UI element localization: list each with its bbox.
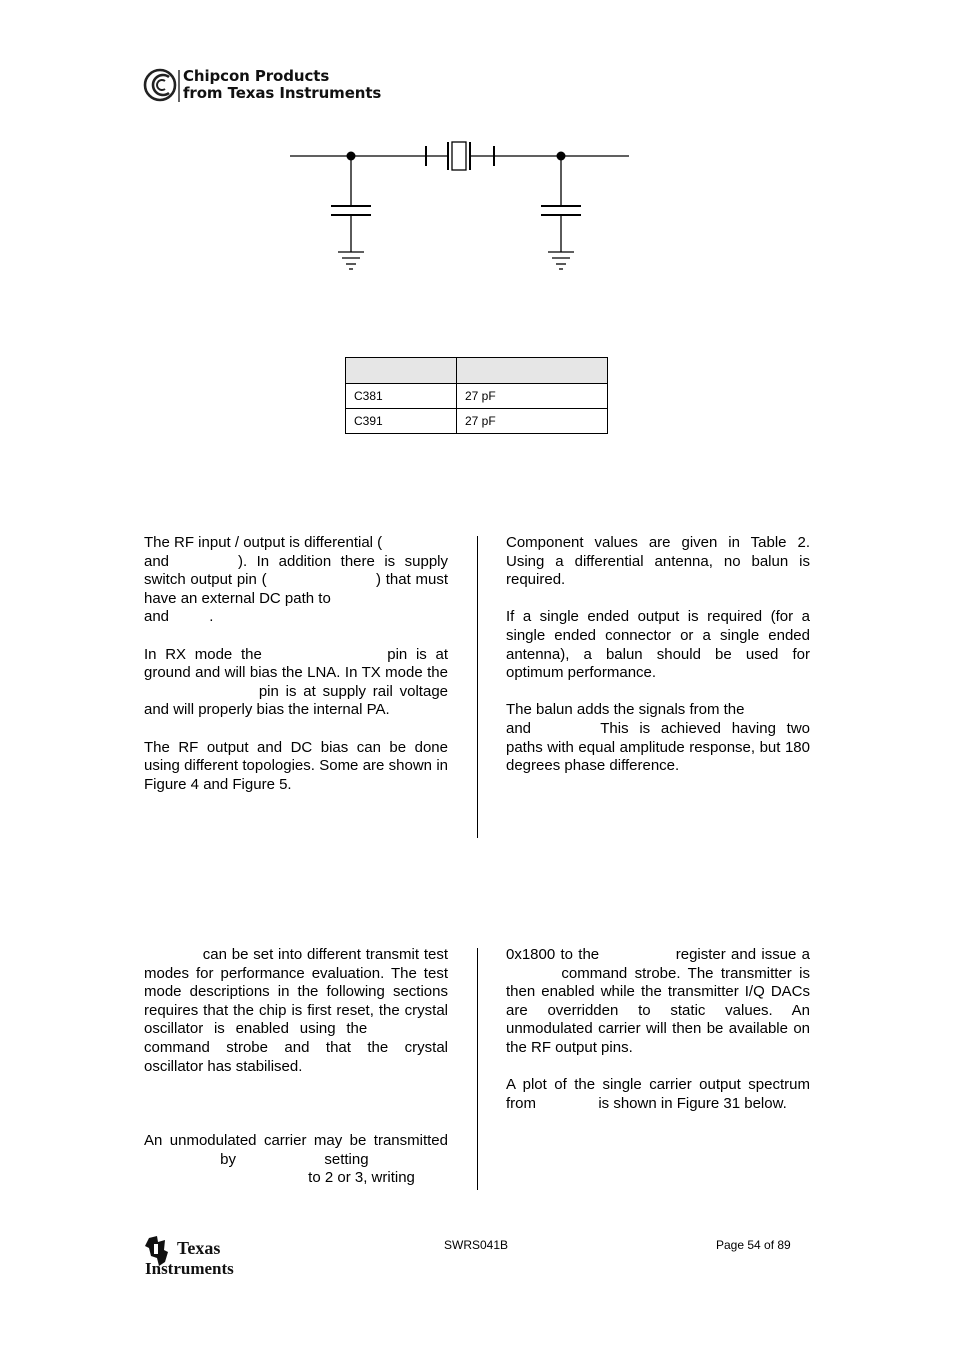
text-run: The RF input / output is differential ( (144, 534, 383, 551)
paragraph: If a single ended output is required (for a single ended connector or a single ended antenna), a balun should be used for optimum performance. (506, 608, 810, 682)
paragraph (506, 946, 810, 1058)
paragraph: Component values are given in Table 2. Using a differential antenna, no balun is required. (506, 534, 810, 589)
text-run: command strobe. The transmitter is then enabled while the transmitter I/Q DACs are overridden to static values. An unmodulated carrier will then be available on the RF output pins. (506, 964, 810, 1056)
text-run: and (506, 719, 532, 737)
text-run: is shown in Figure 31 below. (598, 1094, 787, 1112)
paragraph (144, 534, 448, 627)
text-run: pin is at ground and will bias the LNA. In TX mode the (144, 645, 448, 682)
texas-instruments-logo (143, 1232, 273, 1278)
brand-line-1: Chipcon Products (183, 67, 330, 85)
page-number: Page 54 of 89 (716, 1238, 791, 1252)
text-run: and (144, 552, 170, 570)
component-values-table (345, 357, 608, 434)
text-run: A plot of the single carrier output spectrum from (506, 1076, 810, 1112)
text-run: register and issue a (675, 946, 811, 963)
brand-text (183, 68, 381, 102)
paragraph (144, 1132, 448, 1188)
text-run: ). In addition there is supply switch output pin ( (144, 552, 448, 589)
column-divider (477, 948, 478, 1190)
table-header-cell (457, 358, 608, 384)
table-header-row (346, 358, 608, 384)
text-run: by (220, 1150, 237, 1168)
text-run: can be set into different transmit test modes for performance evaluation. The test mode descriptions in the following sections requires that the chip is first reset, the crystal oscillator is enabled using the (144, 946, 448, 1038)
text-run: setting (324, 1150, 369, 1168)
ti-logo-line-1: Texas (177, 1238, 221, 1258)
crystal-circuit-diagram (280, 130, 640, 280)
text-run: . (209, 608, 214, 626)
text-run: to 2 or 3, writing (308, 1169, 415, 1187)
paragraph (506, 701, 810, 775)
table-cell: 27 pF (457, 384, 608, 409)
table-header-cell (346, 358, 457, 384)
text-run: In RX mode the (144, 645, 262, 663)
table-row (346, 409, 608, 434)
section1-right-column (506, 534, 810, 794)
paragraph (506, 1076, 810, 1113)
text-run: ) that must have an external DC path to (144, 571, 448, 607)
text-run: An unmodulated carrier may be transmitted (144, 1132, 448, 1150)
paragraph (144, 946, 448, 1076)
section2-left-column (144, 946, 448, 1207)
text-run: The balun adds the signals from the (506, 701, 745, 719)
paragraph: The RF output and DC bias can be done using different topologies. Some are shown in Figure 4 and Figure 5. (144, 738, 448, 793)
text-run: and (144, 608, 170, 626)
table-cell: 27 pF (457, 409, 608, 434)
brand-line-2: from Texas Instruments (183, 84, 382, 102)
table-row (346, 384, 608, 409)
paragraph (144, 646, 448, 720)
column-divider (477, 536, 478, 838)
section1-left-column (144, 534, 448, 813)
text-run: pin is at supply rail voltage and will properly bias the internal PA. (144, 682, 448, 719)
text-run: This is achieved having two paths with equal amplitude response, but 180 degrees phase difference. (506, 719, 810, 775)
text-run: command strobe and that the crystal oscillator has stabilised. (144, 1038, 448, 1075)
ti-logo-line-2: Instruments (145, 1259, 234, 1278)
text-run: 0x1800 to the (506, 946, 600, 963)
section2-right-column (506, 946, 810, 1132)
table-cell: C381 (346, 384, 457, 409)
table-cell: C391 (346, 409, 457, 434)
document-id: SWRS041B (444, 1238, 509, 1252)
